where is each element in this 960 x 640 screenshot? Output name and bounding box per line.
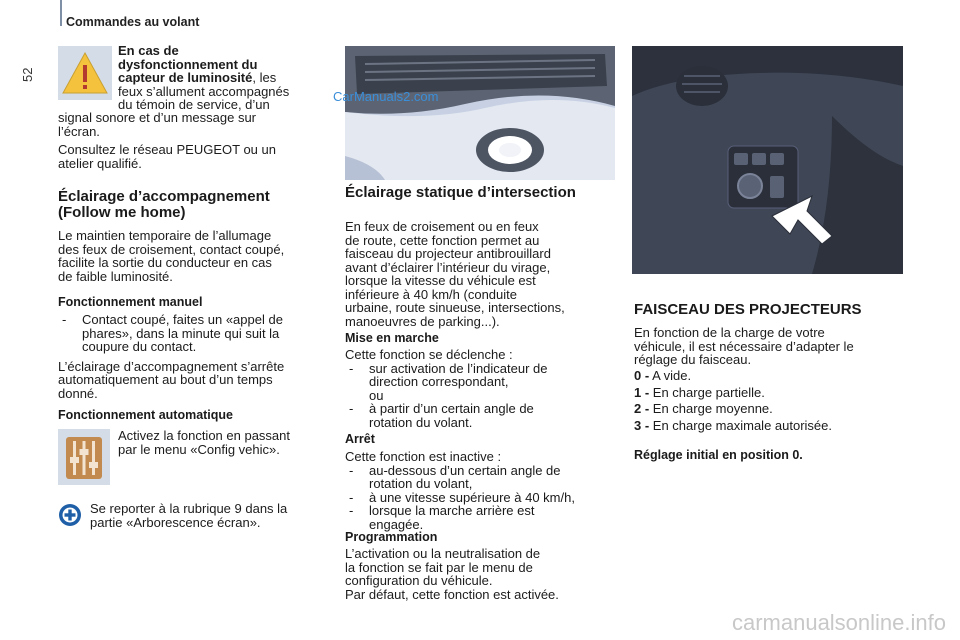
contact-text: atelier qualifié. [58, 155, 142, 171]
mise-block [345, 348, 620, 429]
see-also-text [90, 502, 335, 529]
prog-heading: Programmation [345, 530, 438, 544]
dashboard-photo [632, 46, 903, 274]
static-heading: Éclairage statique d’intersection [345, 184, 576, 201]
level-text: En charge maximale autorisée. [652, 417, 832, 433]
list-line: direction correspondant, [369, 374, 509, 389]
auto-heading: Fonctionnement automatique [58, 408, 233, 422]
warning-text: signal sonore et d’un message sur [58, 110, 257, 125]
paragraph-line: L’activation ou la neutralisation de [345, 546, 541, 561]
warning-triangle-icon [58, 46, 112, 100]
page-number: 52 [20, 67, 35, 82]
fog-lamp-illustration [345, 46, 615, 180]
fog-lamp-photo [345, 46, 615, 180]
list-item [58, 313, 333, 354]
paragraph-line: de faible luminosité. [58, 268, 173, 284]
paragraph-line: faisceau du projecteur antibrouillard [345, 246, 551, 261]
level-text: A vide. [652, 368, 692, 383]
heading-line: Éclairage d’accompagnement [58, 188, 270, 205]
list-line: engagée. [369, 516, 424, 532]
warning-text: du témoin de service, d’un [118, 97, 270, 112]
section-title: Commandes au volant [66, 15, 200, 29]
level-text: En charge partielle. [652, 384, 765, 400]
warning-text: l’écran. [58, 123, 100, 139]
manual-heading: Fonctionnement manuel [58, 295, 203, 309]
paragraph-line: avant d’éclairer l’intérieur du virage, [345, 259, 551, 275]
static-intro [345, 220, 620, 328]
list-line: ou [369, 387, 384, 403]
beam-level-row [634, 369, 914, 383]
arret-block [345, 450, 625, 531]
paragraph-line: des feux de croisement, contact coupé, [58, 241, 285, 257]
beam-intro [634, 326, 914, 367]
paragraph-line: inférieure à 40 km/h (conduite [345, 286, 517, 302]
list-line: - au-dessous d’un certain angle de [369, 462, 561, 478]
paragraph-line: lorsque la vitesse du véhicule est [345, 273, 536, 288]
paragraph-line: véhicule, il est nécessaire d’adapter le [634, 338, 854, 354]
paragraph-line: manoeuvres de parking...). [345, 313, 500, 329]
warning-text: feux s’allument accompagnés [118, 83, 290, 99]
paragraph-line: partie «Arborescence écran». [90, 514, 261, 530]
list-item [345, 362, 620, 403]
paragraph-line: de route, cette fonction permet au [345, 232, 540, 248]
list-line: - à une vitesse supérieure à 40 km/h, [369, 489, 575, 505]
watermark-carmanuals2: CarManuals2.com [333, 89, 439, 104]
paragraph-line: Cette fonction se déclenche : [345, 347, 513, 362]
arret-heading: Arrêt [345, 432, 375, 446]
list-item [345, 402, 620, 429]
level-number: 2 - [634, 401, 650, 416]
warning-continued [58, 111, 333, 170]
contact-text: Consultez le réseau PEUGEOT ou un [58, 142, 276, 157]
paragraph-line: par le menu «Config vehic». [118, 441, 280, 457]
list-item [345, 464, 625, 491]
headlamp-adjust-illustration [632, 46, 903, 274]
list-line: rotation du volant, [369, 476, 473, 491]
paragraph-line: En feux de croisement ou en feux [345, 219, 539, 234]
warning-title-line: En cas de [118, 43, 179, 58]
list-line: - Contact coupé, faites un «appel de [82, 312, 283, 327]
level-number: 0 - [634, 368, 650, 383]
initial-setting: Réglage initial en position 0. [634, 448, 803, 462]
paragraph-line: donné. [58, 385, 98, 401]
header-accent-bar [60, 0, 62, 26]
paragraph-line: configuration du véhicule. [345, 573, 493, 588]
level-text: En charge moyenne. [652, 401, 773, 416]
beam-level-row [634, 386, 914, 400]
heading-line: (Follow me home) [58, 204, 186, 221]
level-number: 1 - [634, 384, 650, 400]
see-also-icon [58, 503, 82, 527]
list-item [345, 504, 625, 531]
paragraph-line: automatiquement au bout d’un temps [58, 372, 273, 387]
beam-level-row [634, 419, 914, 433]
paragraph-line: En fonction de la charge de votre [634, 325, 825, 340]
level-number: 3 - [634, 417, 650, 433]
paragraph-line: Se reporter à la rubrique 9 dans la [90, 501, 288, 516]
paragraph-line: facilite la sortie du conducteur en cas [58, 255, 272, 270]
manual-list [58, 313, 333, 400]
paragraph-line: L’éclairage d’accompagnement s’arrête [58, 358, 285, 374]
paragraph-line: Activez la fonction en passant [118, 428, 290, 443]
list-line: - sur activation de l’indicateur de [369, 360, 548, 376]
prog-block [345, 547, 625, 601]
paragraph-line: Le maintien temporaire de l’allumage [58, 228, 272, 243]
paragraph-line: réglage du faisceau. [634, 352, 752, 367]
list-item [345, 491, 625, 505]
footer-watermark: carmanualsonline.info [731, 610, 946, 635]
list-line: coupure du contact. [82, 339, 197, 354]
mise-heading: Mise en marche [345, 331, 439, 345]
paragraph-line: urbaine, route sinueuse, intersections, [345, 300, 565, 315]
paragraph-line: Par défaut, cette fonction est activée. [345, 586, 559, 602]
list-line: - à partir d’un certain angle de [369, 401, 534, 416]
plus-circle-icon [58, 503, 82, 527]
auto-text [118, 429, 333, 456]
follow-me-intro [58, 229, 333, 283]
list-line: rotation du volant. [369, 414, 473, 430]
warning-title-line: dysfonctionnement du [118, 56, 258, 72]
warning-icon-box [58, 46, 112, 100]
list-line: - lorsque la marche arrière est [369, 503, 535, 518]
follow-me-heading [58, 189, 333, 221]
warning-text: , les [252, 70, 277, 85]
paragraph-line: la fonction se fait par le menu de [345, 559, 533, 575]
paragraph-line: Cette fonction est inactive : [345, 449, 502, 464]
list-line: phares», dans la minute qui suit la [82, 325, 280, 341]
warning-title-block [118, 44, 328, 112]
warning-title-line: capteur de luminosité [118, 70, 253, 85]
beam-levels [634, 369, 914, 432]
settings-icon-box [58, 429, 110, 485]
beam-heading: FAISCEAU DES PROJECTEURS [634, 301, 862, 318]
beam-level-row [634, 402, 914, 416]
sliders-icon [58, 429, 110, 485]
